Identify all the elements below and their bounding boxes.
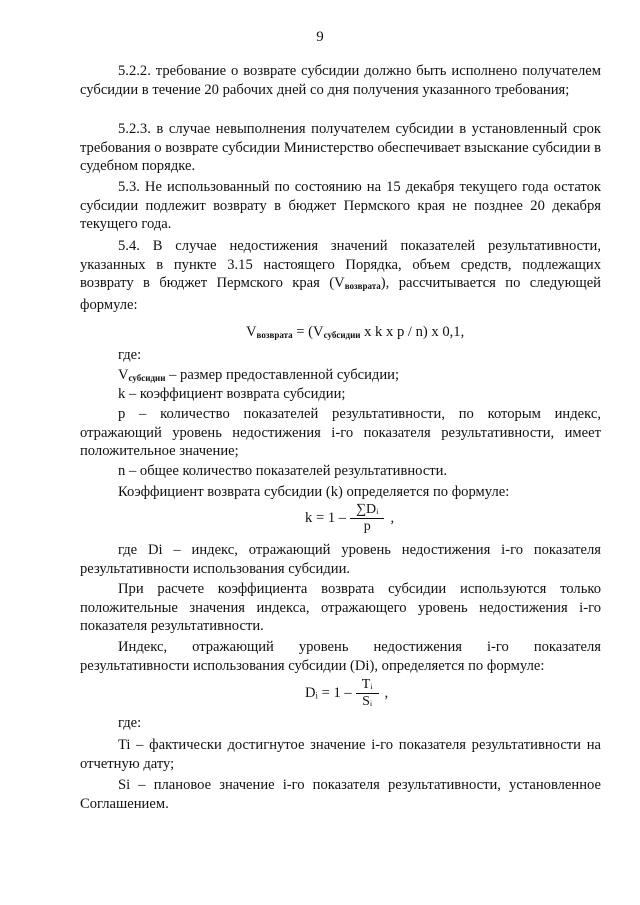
di-formula-intro: Индекс, отражающий уровень недостижения i-го показателя результативности использования субсидии (Di), определяется по формуле: xyxy=(80,639,601,674)
where-label-2: где: xyxy=(118,715,142,731)
definition-ti: Ti – фактически достигнутое значение i-го показателя результативности на отчетную дату; xyxy=(80,737,601,772)
positive-values-note: При расчете коэффициента возврата субсидии используются только положительные значения индекса, отражающего уровень недостижения i-го показателя результативности. xyxy=(80,581,601,635)
fraction-ti-over-si: $\frac{\text{Tᵢ}}{\text{Sᵢ}}$ xyxy=(356,677,379,710)
paragraph-5-2-2: 5.2.2. требование о возврате субсидии должно быть исполнено получателем субсидии в течение 20 рабочих дней со дня получения указанного требования; xyxy=(80,63,601,98)
definition-k: k – коэффициент возврата субсидии; xyxy=(118,386,346,402)
definition-si: Si – плановое значение i-го показателя результативности, установленное Соглашением. xyxy=(80,777,601,812)
where-label-1: где: xyxy=(118,347,142,363)
definition-di: где Di – индекс, отражающий уровень недостижения i-го показателя результативности использования субсидии. xyxy=(80,542,601,577)
page-number: 9 xyxy=(316,29,324,45)
fraction-sum-di-over-p: $\frac{\text{∑Dᵢ}}{p}$ xyxy=(350,502,384,535)
k-formula-intro: Коэффициент возврата субсидии (k) определяется по формуле: xyxy=(118,484,510,500)
definition-v-subsidy: $V_{субсидии}$ – размер предоставленной субсидии; xyxy=(118,367,400,383)
definition-n: n – общее количество показателей результативности. xyxy=(118,463,448,479)
paragraph-5-4: 5.4. В случае недостижения значений показателей результативности, указанных в пункте 3.15 настоящего Порядка, объем средств, подлежащих возврату в бюджет Пермского края $(V_{возврата})$, рассчитывается по следующей формуле: xyxy=(80,238,601,313)
paragraph-5-2-3: 5.2.3. в случае невыполнения получателем субсидии в установленный срок требования о возврате субсидии Министерство обеспечивает взыскание субсидии в судебном порядке. xyxy=(80,121,601,175)
formula-di: Dᵢ = 1 – $\frac{\text{Tᵢ}}{\text{Sᵢ}}$ , xyxy=(305,677,389,709)
definition-p: p – количество показателей результативности, по которым индекс, отражающий уровень недостижения i-го показателя результативности, имеет положительное значение; xyxy=(80,406,601,460)
formula-v-return: $V_{возврата} = (V_{субсидии}$ x k x p / n) x 0,1, xyxy=(246,324,465,340)
formula-k: k = 1 – $\frac{\text{∑Dᵢ}}{p}$ , xyxy=(305,502,395,534)
paragraph-5-3: 5.3. Не использованный по состоянию на 15 декабря текущего года остаток субсидии подлежит возврату в бюджет Пермского края не позднее 20 декабря текущего года. xyxy=(80,179,601,233)
